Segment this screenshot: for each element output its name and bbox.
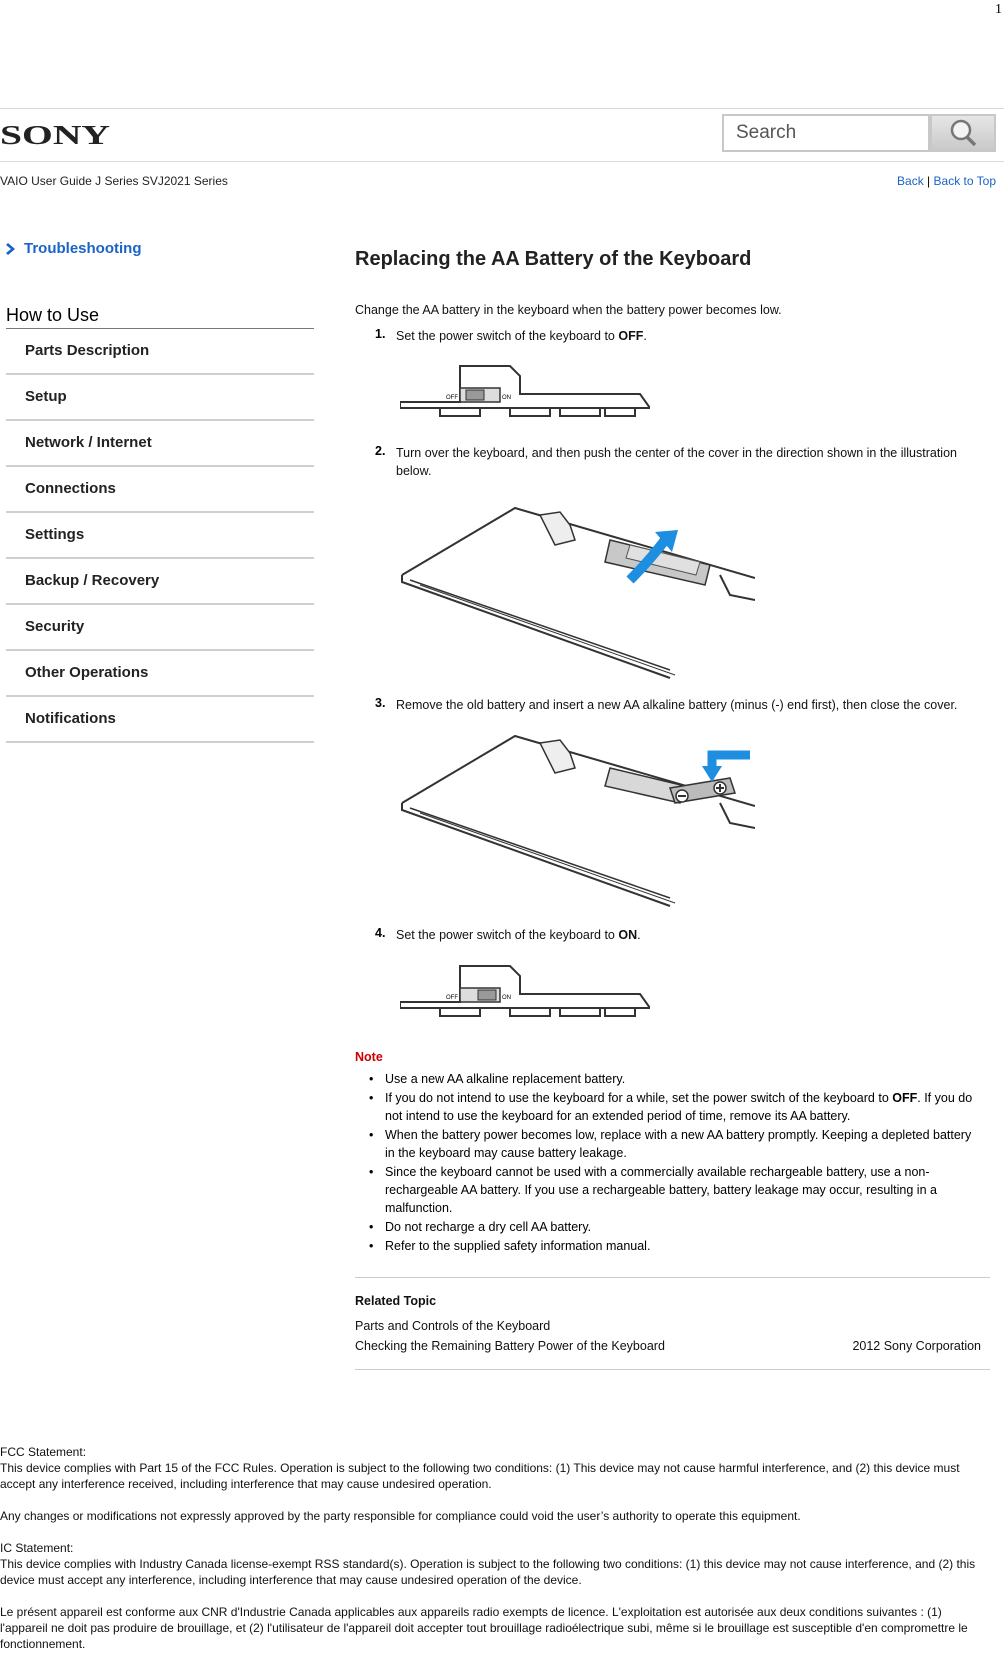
keyboard-switch-off-illustration — [400, 364, 650, 426]
step-number: 4. — [375, 926, 386, 940]
copyright: 2012 Sony Corporation — [852, 1339, 981, 1353]
step-text-after: . — [637, 928, 641, 942]
search-placeholder: Search — [736, 122, 797, 143]
step-bold: ON — [618, 928, 638, 942]
step-number: 2. — [375, 444, 386, 458]
header-top-rule — [0, 108, 1004, 109]
search-button[interactable] — [930, 114, 996, 152]
switch-on-label: ON — [502, 995, 511, 1001]
note-item: • Refer to the supplied safety information manual. — [369, 1237, 979, 1255]
search-icon — [948, 118, 978, 148]
note-item: • Since the keyboard cannot be used with a commercially available rechargeable battery, use a non-rechargeable AA battery. If you use a rechargeable battery, battery leakage may occur, resulting in a malfunction. — [369, 1163, 979, 1217]
note-label: Note — [355, 1050, 383, 1064]
sidebar-item-other-operations[interactable]: Other Operations — [6, 651, 314, 697]
page-title: Replacing the AA Battery of the Keyboard — [355, 248, 752, 270]
search-input[interactable] — [722, 114, 930, 152]
link-separator: | — [927, 174, 931, 188]
fcc-heading: FCC Statement: — [0, 1445, 87, 1459]
keyboard-switch-on-illustration — [400, 964, 650, 1026]
footer-divider — [355, 1369, 990, 1370]
note-item: • When the battery power becomes low, replace with a new AA battery promptly. Keeping a depleted battery in the keyboard may cause battery leakage. — [369, 1126, 979, 1162]
sony-logo-text: SONY — [0, 122, 110, 148]
sidebar-item-setup[interactable]: Setup — [6, 375, 314, 421]
sidebar-item-network-internet[interactable]: Network / Internet — [6, 421, 314, 467]
regulatory-footer — [0, 1444, 980, 1668]
fcc-text: This device complies with Part 15 of the FCC Rules. Operation is subject to the following two conditions: (1) This device may not cause harmful interference, and (2) this device must accept any interference received, including interference that may cause undesired operation. — [0, 1461, 960, 1491]
insert-battery-illustration — [400, 728, 755, 908]
sidebar-item-connections[interactable]: Connections — [6, 467, 314, 513]
open-cover-illustration — [400, 500, 755, 680]
ic-text: This device complies with Industry Canada license-exempt RSS standard(s). Operation is subject to the following two conditions: (1) this device may not cause interference, and (2) this device must accept any interference, including interference that may cause undesired operation of the device. — [0, 1557, 976, 1587]
page-number: 1 — [995, 2, 1002, 17]
step-number: 3. — [375, 696, 386, 710]
changes-text: Any changes or modifications not expressly approved by the party responsible for compliance could void the user’s authority to operate this equipment. — [0, 1509, 801, 1523]
note-text-after: . If you do not intend to use the keyboard for an extended period of time, remove its AA battery. — [385, 1091, 973, 1123]
step-bold: OFF — [618, 329, 644, 343]
step-text — [396, 327, 647, 345]
sidebar-item-parts-description[interactable]: Parts Description — [6, 329, 314, 375]
troubleshooting-label: Troubleshooting — [24, 240, 142, 257]
guide-title: VAIO User Guide J Series SVJ2021 Series — [0, 174, 228, 188]
ic-heading: IC Statement: — [0, 1541, 74, 1555]
sidebar-item-notifications[interactable]: Notifications — [6, 697, 314, 743]
sidebar — [6, 240, 314, 743]
switch-off-label: OFF — [446, 995, 458, 1001]
related-link-parts-controls[interactable]: Parts and Controls of the Keyboard — [355, 1319, 551, 1333]
step-text — [396, 926, 641, 944]
related-topic-heading: Related Topic — [355, 1294, 437, 1308]
back-to-top-link[interactable]: Back to Top — [933, 174, 996, 188]
top-links — [897, 174, 996, 188]
step-number: 1. — [375, 327, 386, 341]
intro-text: Change the AA battery in the keyboard when the battery power becomes low. — [355, 303, 782, 317]
french-text: Le présent appareil est conforme aux CNR d'Industrie Canada applicables aux appareils radio exempts de licence. L'exploitation est autorisée aux deux conditions suivantes : (1) l'appareil ne doit pas produire de brouillage, et (2) l'utilisateur de l'appareil doit accepter tout brouillage radioélectrique subi, même si le brouillage est susceptible d'en compromettre le fonctionnement. — [0, 1605, 968, 1651]
step-text-before: Set the power switch of the keyboard to — [396, 928, 619, 942]
switch-off-label: OFF — [446, 395, 458, 401]
chevron-right-icon — [6, 242, 18, 256]
related-link-remaining-battery[interactable]: Checking the Remaining Battery Power of the Keyboard — [355, 1339, 665, 1353]
header-bottom-rule — [0, 161, 1004, 162]
note-text-before: If you do not intend to use the keyboard for a while, set the power switch of the keyboard to — [385, 1091, 893, 1105]
note-bold: OFF — [892, 1091, 918, 1105]
step-text: Remove the old battery and insert a new AA alkaline battery (minus (-) end first), then close the cover. — [396, 698, 958, 712]
sidebar-item-backup-recovery[interactable]: Backup / Recovery — [6, 559, 314, 605]
sidebar-item-settings[interactable]: Settings — [6, 513, 314, 559]
troubleshooting-link[interactable] — [6, 240, 314, 257]
note-item — [369, 1089, 979, 1125]
switch-on-label: ON — [502, 395, 511, 401]
sony-logo — [0, 122, 112, 148]
how-to-use-heading: How to Use — [6, 305, 314, 329]
step-text: Turn over the keyboard, and then push the center of the cover in the direction shown in the illustration below. — [396, 446, 957, 478]
note-item: • Do not recharge a dry cell AA battery. — [369, 1218, 979, 1236]
step-text-before: Set the power switch of the keyboard to — [396, 329, 619, 343]
back-link[interactable]: Back — [897, 174, 924, 188]
note-item: • Use a new AA alkaline replacement battery. — [369, 1070, 979, 1088]
step-text-after: . — [643, 329, 647, 343]
note-list — [369, 1070, 979, 1256]
related-divider — [355, 1277, 990, 1278]
sidebar-item-security[interactable]: Security — [6, 605, 314, 651]
